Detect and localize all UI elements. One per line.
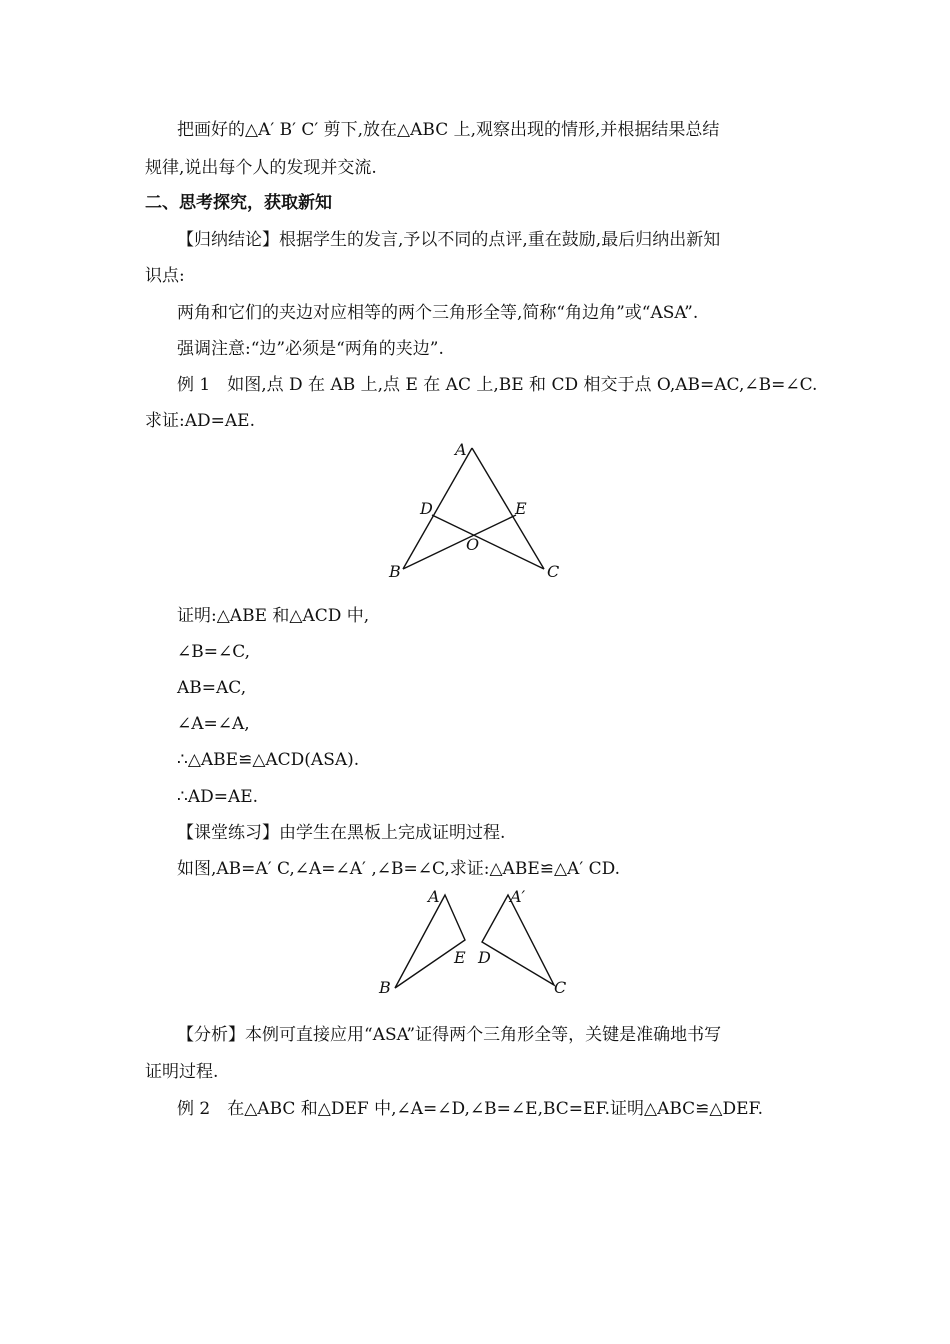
summary-line-1: 【归纳结论】根据学生的发言,予以不同的点评,重在鼓励,最后归纳出新知 (177, 230, 721, 250)
intro-line-1: 把画好的△A′ B′ C′ 剪下,放在△ABC 上,观察出现的情形,并根据结果总结 (177, 120, 720, 140)
section-heading: 二、思考探究，获取新知 (145, 193, 332, 213)
proof-line-5: ∴△ABE≌△ACD(ASA). (177, 750, 360, 770)
proof-line-6: ∴AD=AE. (177, 787, 259, 807)
proof-line-2: ∠B=∠C, (177, 642, 251, 662)
intro-line-2: 规律,说出每个人的发现并交流. (145, 158, 377, 178)
label-C: C (547, 562, 560, 581)
proof-line-3: AB=AC, (177, 678, 247, 698)
label-C-right: C (554, 978, 567, 997)
label-D: D (420, 499, 433, 518)
segment-AB (403, 448, 472, 569)
analysis-line-2: 证明过程. (145, 1062, 219, 1082)
label-E-left: E (454, 948, 466, 967)
label-A-left: A (428, 887, 440, 906)
label-B-left: B (379, 978, 391, 997)
analysis-line-1: 【分析】本例可直接应用“ASA”证得两个三角形全等，关键是准确地书写 (177, 1025, 722, 1045)
summary-line-2: 识点: (145, 266, 185, 286)
label-A-prime: A′ (510, 887, 526, 906)
proof-line-4: ∠A=∠A, (177, 714, 250, 734)
example1-line-1: 例 1 如图,点 D 在 AB 上,点 E 在 AC 上,BE 和 CD 相交于点 O,AB=AC,∠B=∠C. (177, 375, 818, 395)
segment-BE (403, 515, 516, 569)
proof-line-1: 证明:△ABE 和△ACD 中, (177, 606, 370, 626)
label-E: E (515, 499, 527, 518)
triangle-ABE (395, 895, 465, 988)
note-text: 强调注意:“边”必须是“两角的夹边”. (177, 339, 444, 359)
theorem-text: 两角和它们的夹边对应相等的两个三角形全等,简称“角边角”或“ASA”. (177, 303, 699, 323)
label-O: O (466, 535, 480, 554)
practice-title: 【课堂练习】由学生在黑板上完成证明过程. (177, 823, 506, 843)
segment-AC (472, 448, 544, 569)
label-B: B (389, 562, 401, 581)
example1-figure (380, 436, 570, 584)
label-D-right: D (478, 948, 491, 967)
practice-figure (370, 880, 585, 1002)
example2-line-1: 例 2 在△ABC 和△DEF 中,∠A=∠D,∠B=∠E,BC=EF.证明△ABC≌△DEF. (177, 1099, 764, 1119)
example1-line-2: 求证:AD=AE. (145, 411, 255, 431)
triangle-ACD (482, 895, 554, 985)
label-A: A (455, 440, 467, 459)
practice-problem: 如图,AB=A′ C,∠A=∠A′ ,∠B=∠C,求证:△ABE≌△A′ CD. (177, 859, 621, 879)
